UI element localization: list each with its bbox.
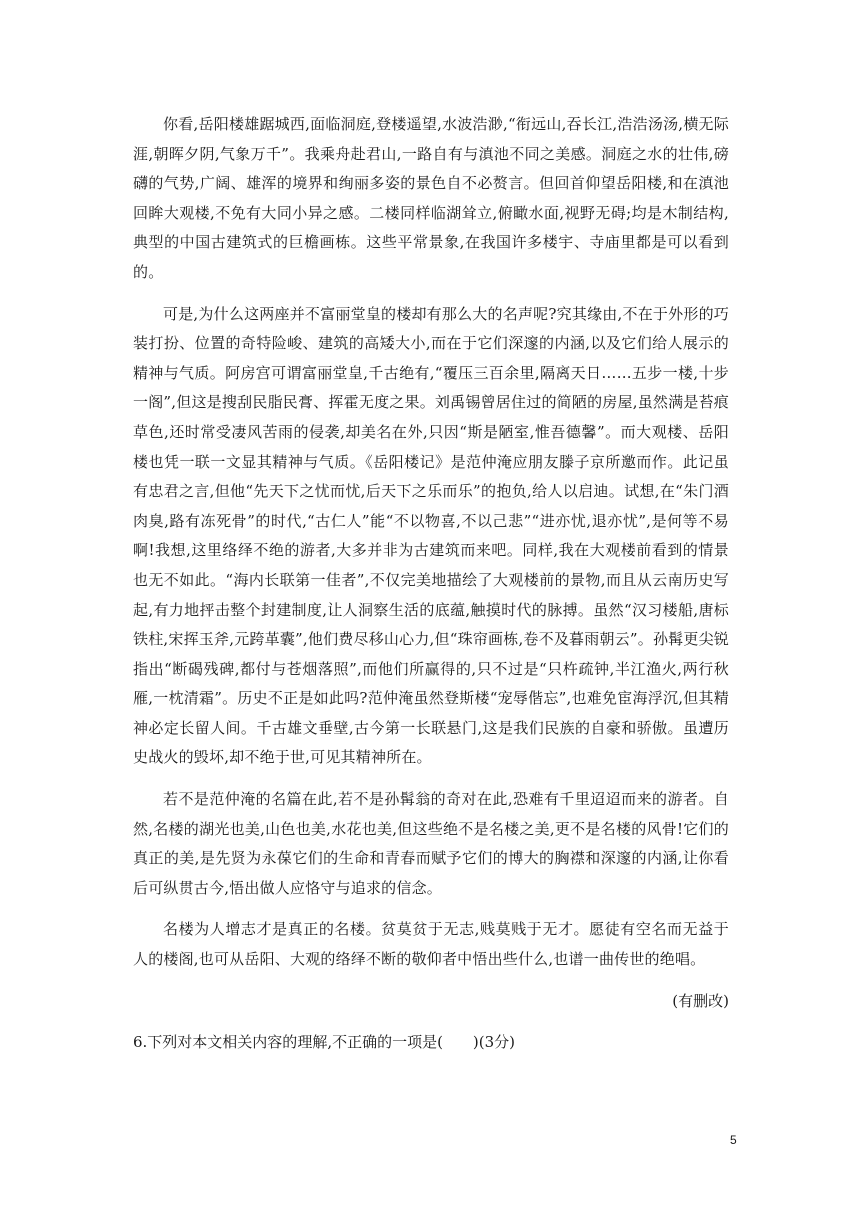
question-6: 6.下列对本文相关内容的理解,不正确的一项是( )(3分) — [133, 1033, 516, 1052]
page-number: 5 — [730, 1133, 737, 1147]
paragraph-3: 若不是范仲淹的名篇在此,若不是孙髯翁的奇对在此,恐难有千里迢迢而来的游者。自然,名楼的湖光也美,山色也美,水花也美,但这些绝不是名楼之美,更不是名楼的风骨!它们的真正的美,是先贤为永葆它们的生命和青春而赋予它们的博大的胸襟和深邃的内涵,让你看后可纵贯古今,悟出做人应恪守与追求的信念。 — [133, 790, 729, 897]
paragraph-4: 名楼为人增志才是真正的名楼。贫莫贫于无志,贱莫贱于无才。愿徒有空名而无益于人的楼阁,也可从岳阳、大观的络绎不断的敬仰者中悟出些什么,也谱一曲传世的绝唱。 — [133, 920, 729, 969]
source-note: (有删改) — [672, 991, 729, 1010]
paragraph-1: 你看,岳阳楼雄踞城西,面临洞庭,登楼遥望,水波浩渺,“衔远山,吞长江,浩浩汤汤,横无际涯,朝晖夕阴,气象万千”。我乘舟赴君山,一路自有与滇池不同之美感。洞庭之水的壮伟,磅礴的气势,广阔、雄浑的境界和绚丽多姿的景色自不必赘言。但回首仰望岳阳楼,和在滇池回眸大观楼,不免有大同小异之感。二楼同样临湖耸立,俯瞰水面,视野无碍;均是木制结构,典型的中国古建筑式的巨檐画栋。这些平常景象,在我国许多楼宇、寺庙里都是可以看到的。 — [133, 115, 729, 281]
article-body — [133, 110, 729, 1058]
paragraph-2: 可是,为什么这两座并不富丽堂皇的楼却有那么大的名声呢?究其缘由,不在于外形的巧装打扮、位置的奇特险峻、建筑的高矮大小,而在于它们深邃的内涵,以及它们给人展示的精神与气质。阿房宫可谓富丽堂皇,千古绝有,“覆压三百余里,隔离天日……五步一楼,十步一阁”,但这是搜刮民脂民膏、挥霍无度之果。刘禹锡曾居住过的简陋的房屋,虽然满是苔痕草色,还时常受凄风苦雨的侵袭,却美名在外,只因“斯是陋室,惟吾德馨”。而大观楼、岳阳楼也凭一联一文显其精神与气质。《岳阳楼记》是范仲淹应朋友滕子京所邀而作。此记虽有忠君之言,但他“先天下之忧而忧,后天下之乐而乐”的抱负,给人以启迪。试想,在“朱门酒肉臭,路有冻死骨”的时代,“古仁人”能“不以物喜,不以己悲”“进亦忧,退亦忧”,是何等不易啊!我想,这里络绎不绝的游者,大多并非为古建筑而来吧。同样,我在大观楼前看到的情景也无不如此。“海内长联第一佳者”,不仅完美地描绘了大观楼前的景物,而且从云南历史写起,有力地抨击整个封建制度,让人洞察生活的底蕴,触摸时代的脉搏。虽然“汉习楼船,唐标铁柱,宋挥玉斧,元跨革囊”,他们费尽移山心力,但“珠帘画栋,卷不及暮雨朝云”。孙髯更尖锐指出“断碣残碑,都付与苍烟落照”,而他们所赢得的,只不过是“只杵疏钟,半江渔火,两行秋雁,一枕清霜”。历史不正是如此吗?范仲淹虽然登斯楼“宠辱偕忘”,也难免宦海浮沉,但其精神必定长留人间。千古雄文垂壁,古今第一长联悬门,这是我们民族的自豪和骄傲。虽遭历史战火的毁坏,却不绝于世,可见其精神所在。 — [133, 304, 729, 767]
